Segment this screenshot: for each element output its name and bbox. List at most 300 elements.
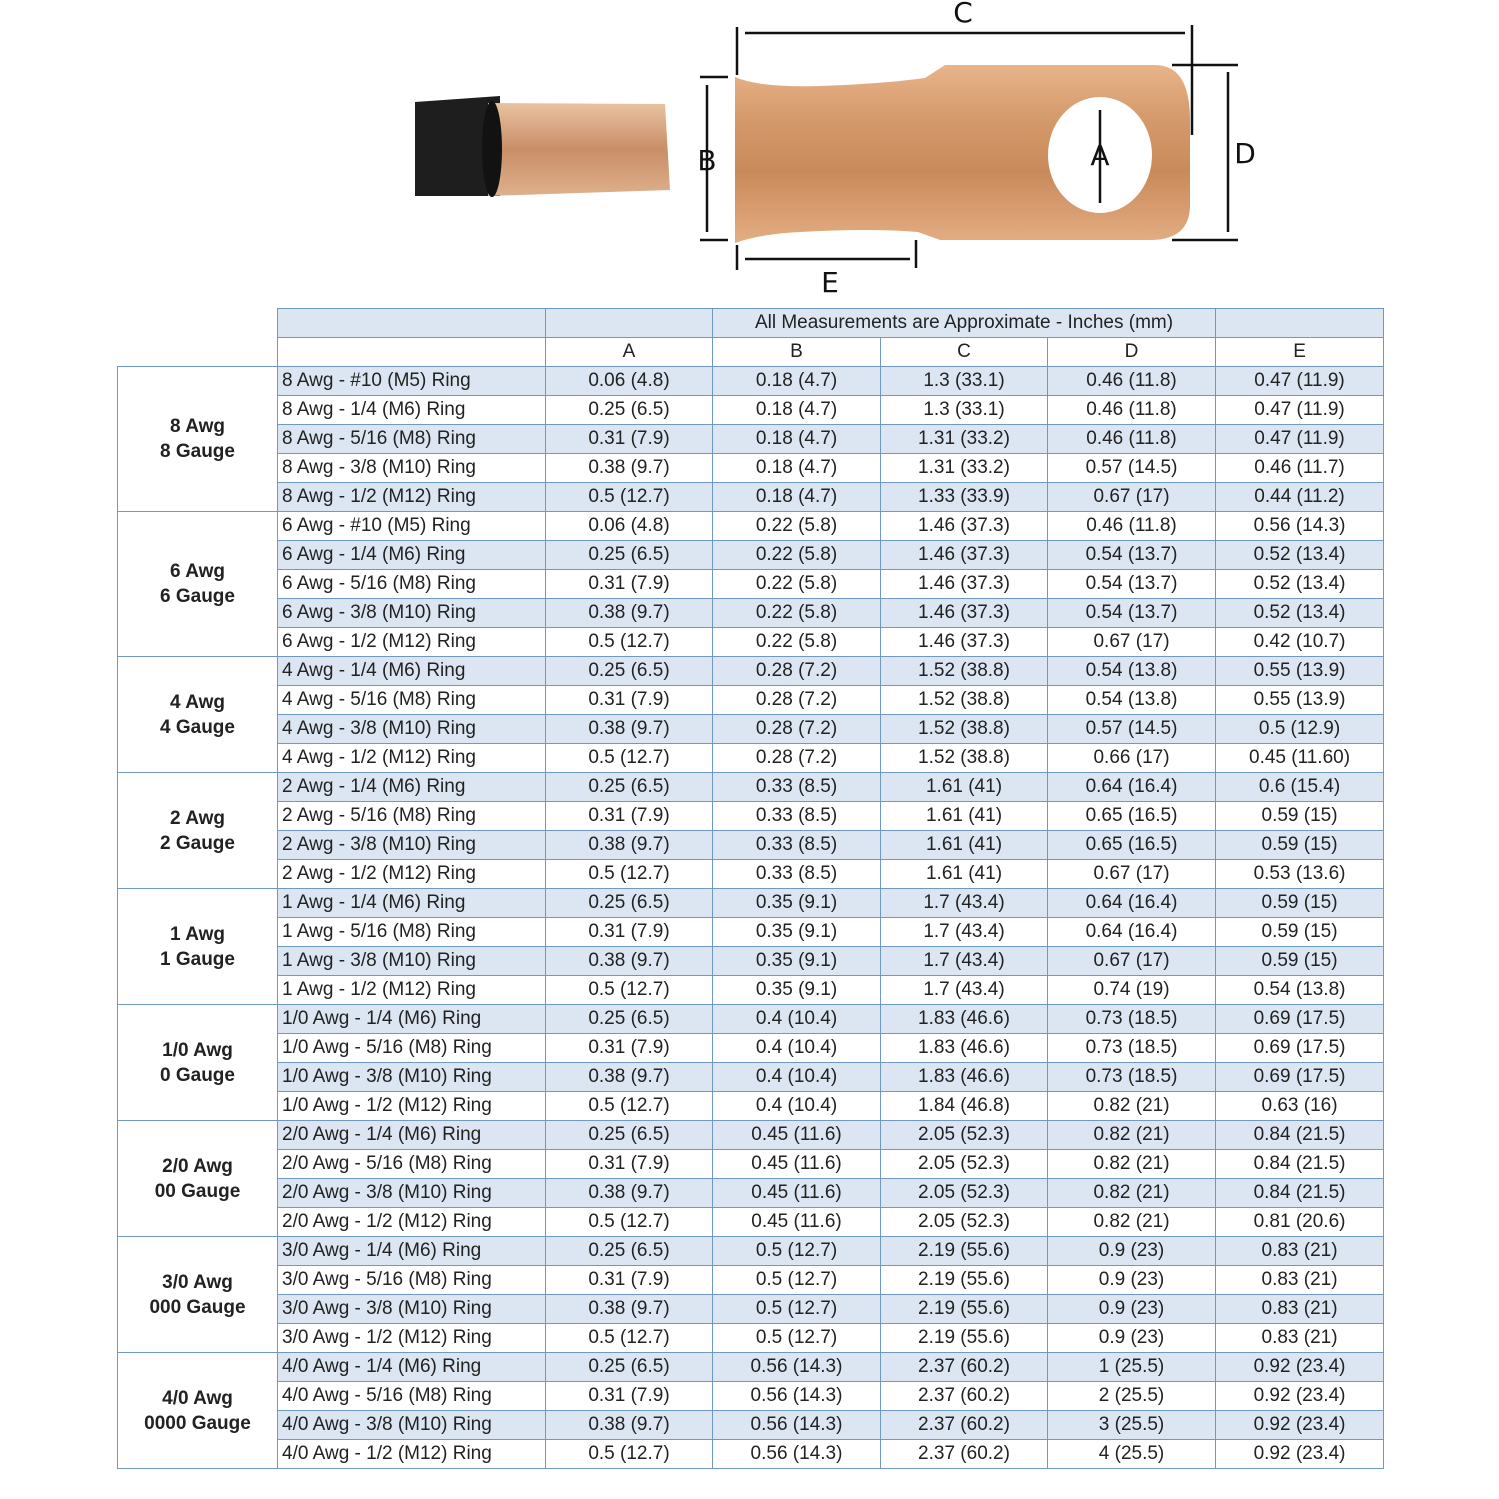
lug-size-cell: 1 Awg - 3/8 (M10) Ring	[278, 947, 546, 976]
column-header-d: D	[1048, 338, 1216, 367]
dimension-c-cell: 1.52 (38.8)	[881, 744, 1048, 773]
table-row	[118, 367, 1384, 396]
dimension-d-cell: 0.46 (11.8)	[1048, 367, 1216, 396]
lug-size-cell: 3/0 Awg - 5/16 (M8) Ring	[278, 1266, 546, 1295]
dimension-a-cell: 0.06 (4.8)	[546, 512, 713, 541]
gauge-group-label	[118, 1237, 278, 1353]
dimension-e-cell: 0.52 (13.4)	[1216, 570, 1384, 599]
dimension-d-cell: 0.73 (18.5)	[1048, 1063, 1216, 1092]
lug-size-cell: 6 Awg - 1/4 (M6) Ring	[278, 541, 546, 570]
table-row	[118, 1092, 1384, 1121]
dimension-b-cell: 0.4 (10.4)	[713, 1092, 881, 1121]
dimension-c-cell: 2.37 (60.2)	[881, 1411, 1048, 1440]
dimension-c-cell: 1.7 (43.4)	[881, 947, 1048, 976]
dimension-d-cell: 0.64 (16.4)	[1048, 773, 1216, 802]
dimension-c-cell: 2.05 (52.3)	[881, 1150, 1048, 1179]
dimension-d-cell: 0.64 (16.4)	[1048, 918, 1216, 947]
gauge-label: 6 Gauge	[160, 586, 235, 607]
dimension-a-cell: 0.31 (7.9)	[546, 1034, 713, 1063]
lug-size-cell: 4 Awg - 1/4 (M6) Ring	[278, 657, 546, 686]
dimension-d-cell: 0.54 (13.7)	[1048, 599, 1216, 628]
dimension-c-cell: 1.46 (37.3)	[881, 570, 1048, 599]
dimension-e-cell: 0.92 (23.4)	[1216, 1411, 1384, 1440]
dimension-a-cell: 0.31 (7.9)	[546, 1266, 713, 1295]
dimension-a-cell: 0.31 (7.9)	[546, 686, 713, 715]
table-row	[118, 1005, 1384, 1034]
dimension-b-cell: 0.45 (11.6)	[713, 1208, 881, 1237]
table-row	[118, 628, 1384, 657]
dimension-b-cell: 0.33 (8.5)	[713, 860, 881, 889]
dimension-c-cell: 1.83 (46.6)	[881, 1063, 1048, 1092]
dimension-a-cell: 0.25 (6.5)	[546, 1353, 713, 1382]
lug-size-cell: 4/0 Awg - 3/8 (M10) Ring	[278, 1411, 546, 1440]
dimension-b-cell: 0.35 (9.1)	[713, 889, 881, 918]
dimension-e-cell: 0.52 (13.4)	[1216, 599, 1384, 628]
dimension-c-cell: 1.46 (37.3)	[881, 541, 1048, 570]
table-row	[118, 744, 1384, 773]
dimension-b-cell: 0.28 (7.2)	[713, 657, 881, 686]
dimension-a-cell: 0.5 (12.7)	[546, 628, 713, 657]
dimension-e-cell: 0.83 (21)	[1216, 1237, 1384, 1266]
dimension-b-cell: 0.28 (7.2)	[713, 744, 881, 773]
label-b: B	[697, 144, 717, 177]
dimension-d-cell: 0.82 (21)	[1048, 1208, 1216, 1237]
dimension-e-cell: 0.69 (17.5)	[1216, 1034, 1384, 1063]
table-row	[118, 1295, 1384, 1324]
dimension-d-cell: 0.66 (17)	[1048, 744, 1216, 773]
dimension-c-cell: 1.61 (41)	[881, 860, 1048, 889]
dimension-b-cell: 0.4 (10.4)	[713, 1034, 881, 1063]
dimension-e-cell: 0.45 (11.60)	[1216, 744, 1384, 773]
column-header-b: B	[713, 338, 881, 367]
dimension-c-cell: 1.33 (33.9)	[881, 483, 1048, 512]
lug-size-cell: 2 Awg - 1/2 (M12) Ring	[278, 860, 546, 889]
dimension-a-cell: 0.25 (6.5)	[546, 396, 713, 425]
lug-size-cell: 2 Awg - 1/4 (M6) Ring	[278, 773, 546, 802]
dimension-d-cell: 0.65 (16.5)	[1048, 831, 1216, 860]
lug-size-cell: 4/0 Awg - 1/4 (M6) Ring	[278, 1353, 546, 1382]
dimension-e-cell: 0.42 (10.7)	[1216, 628, 1384, 657]
dimension-d-cell: 0.46 (11.8)	[1048, 396, 1216, 425]
gauge-group-label	[118, 512, 278, 657]
lug-dimensions-table	[117, 308, 1384, 1469]
dimension-c-cell: 1.61 (41)	[881, 802, 1048, 831]
table-row	[118, 1179, 1384, 1208]
table-row	[118, 454, 1384, 483]
gauge-label: 4 Gauge	[160, 716, 235, 738]
dimension-c-cell: 2.37 (60.2)	[881, 1382, 1048, 1411]
label-e: E	[821, 266, 839, 299]
dimension-d-cell: 0.46 (11.8)	[1048, 425, 1216, 454]
dimension-c-cell: 1.7 (43.4)	[881, 976, 1048, 1005]
dimension-b-cell: 0.33 (8.5)	[713, 802, 881, 831]
dimension-e-cell: 0.59 (15)	[1216, 947, 1384, 976]
table-row	[118, 541, 1384, 570]
gauge-group-label	[118, 773, 278, 889]
dimension-c-cell: 2.37 (60.2)	[881, 1353, 1048, 1382]
lug-size-cell: 6 Awg - #10 (M5) Ring	[278, 512, 546, 541]
dimension-a-cell: 0.38 (9.7)	[546, 1411, 713, 1440]
dimension-d-cell: 0.82 (21)	[1048, 1092, 1216, 1121]
dimension-a-cell: 0.38 (9.7)	[546, 599, 713, 628]
awg-label: 8 Awg	[170, 416, 225, 437]
dimension-c-cell: 1.46 (37.3)	[881, 628, 1048, 657]
lug-size-cell: 4 Awg - 1/2 (M12) Ring	[278, 744, 546, 773]
table-row	[118, 1324, 1384, 1353]
dimension-a-cell: 0.5 (12.7)	[546, 744, 713, 773]
cable-lug-diagram	[0, 0, 1499, 300]
dimension-b-cell: 0.18 (4.7)	[713, 396, 881, 425]
table-row	[118, 1353, 1384, 1382]
dimension-c-cell: 1.31 (33.2)	[881, 425, 1048, 454]
dimension-b-cell: 0.45 (11.6)	[713, 1179, 881, 1208]
dimension-e-cell: 0.46 (11.7)	[1216, 454, 1384, 483]
table-row	[118, 599, 1384, 628]
dimension-d-cell: 0.67 (17)	[1048, 483, 1216, 512]
dimension-e-cell: 0.44 (11.2)	[1216, 483, 1384, 512]
dimension-b-cell: 0.22 (5.8)	[713, 570, 881, 599]
table-row	[118, 976, 1384, 1005]
dimension-e-cell: 0.5 (12.9)	[1216, 715, 1384, 744]
dimension-c-cell: 1.7 (43.4)	[881, 918, 1048, 947]
dimension-d-cell: 0.54 (13.7)	[1048, 541, 1216, 570]
dimension-b-cell: 0.33 (8.5)	[713, 773, 881, 802]
gauge-label: 2 Gauge	[160, 832, 235, 854]
lug-size-cell: 3/0 Awg - 1/4 (M6) Ring	[278, 1237, 546, 1266]
table-row	[118, 396, 1384, 425]
table-row	[118, 831, 1384, 860]
dimension-b-cell: 0.33 (8.5)	[713, 831, 881, 860]
table-row	[118, 1121, 1384, 1150]
dimension-e-cell: 0.56 (14.3)	[1216, 512, 1384, 541]
dimension-e-cell: 0.83 (21)	[1216, 1266, 1384, 1295]
lug-size-cell: 8 Awg - 1/2 (M12) Ring	[278, 483, 546, 512]
table-row	[118, 1034, 1384, 1063]
dimension-d-cell: 0.74 (19)	[1048, 976, 1216, 1005]
awg-label: 4/0 Awg	[162, 1387, 233, 1409]
table-row	[118, 1382, 1384, 1411]
gauge-label: 00 Gauge	[154, 1180, 241, 1202]
dimension-d-cell: 0.9 (23)	[1048, 1324, 1216, 1353]
dimension-b-cell: 0.56 (14.3)	[713, 1353, 881, 1382]
dimension-a-cell: 0.5 (12.7)	[546, 1324, 713, 1353]
dimension-b-cell: 0.22 (5.8)	[713, 628, 881, 657]
dimension-b-cell: 0.56 (14.3)	[713, 1382, 881, 1411]
dimension-c-cell: 1.7 (43.4)	[881, 889, 1048, 918]
column-header-a: A	[546, 338, 713, 367]
dimension-c-cell: 2.05 (52.3)	[881, 1121, 1048, 1150]
awg-label: 2 Awg	[170, 807, 225, 829]
gauge-label: 0000 Gauge	[144, 1412, 251, 1434]
gauge-group-label	[118, 889, 278, 1005]
table-row	[118, 773, 1384, 802]
lug-size-cell: 1/0 Awg - 1/4 (M6) Ring	[278, 1005, 546, 1034]
dimension-d-cell: 0.82 (21)	[1048, 1179, 1216, 1208]
dimension-b-cell: 0.18 (4.7)	[713, 367, 881, 396]
table-row	[118, 860, 1384, 889]
dimension-b-cell: 0.45 (11.6)	[713, 1121, 881, 1150]
ring-lug	[735, 65, 1190, 243]
dimension-d-cell: 0.65 (16.5)	[1048, 802, 1216, 831]
dimension-d-cell: 0.9 (23)	[1048, 1237, 1216, 1266]
dimension-e-cell: 0.47 (11.9)	[1216, 425, 1384, 454]
dimension-a-cell: 0.31 (7.9)	[546, 570, 713, 599]
dimension-d-cell: 2 (25.5)	[1048, 1382, 1216, 1411]
dimension-c-cell: 2.19 (55.6)	[881, 1237, 1048, 1266]
dimension-b-cell: 0.18 (4.7)	[713, 454, 881, 483]
gauge-label: 8 Gauge	[160, 441, 235, 462]
dimension-a-cell: 0.25 (6.5)	[546, 1237, 713, 1266]
dimension-b-cell: 0.35 (9.1)	[713, 976, 881, 1005]
column-header-c: C	[881, 338, 1048, 367]
table-row	[118, 1411, 1384, 1440]
dimension-c-cell: 1.46 (37.3)	[881, 599, 1048, 628]
dimension-e-cell: 0.47 (11.9)	[1216, 367, 1384, 396]
dimension-c-cell: 1.52 (38.8)	[881, 657, 1048, 686]
dimension-a-cell: 0.38 (9.7)	[546, 454, 713, 483]
lug-size-cell: 2 Awg - 3/8 (M10) Ring	[278, 831, 546, 860]
dimension-e-cell: 0.54 (13.8)	[1216, 976, 1384, 1005]
dimension-c-cell: 1.83 (46.6)	[881, 1034, 1048, 1063]
dimension-c-cell: 2.05 (52.3)	[881, 1208, 1048, 1237]
dimension-d-cell: 0.57 (14.5)	[1048, 715, 1216, 744]
dimension-b-cell: 0.35 (9.1)	[713, 947, 881, 976]
dimension-c-cell: 1.61 (41)	[881, 773, 1048, 802]
dimension-c-cell: 1.3 (33.1)	[881, 396, 1048, 425]
dimension-c-cell: 1.83 (46.6)	[881, 1005, 1048, 1034]
dimension-b-cell: 0.22 (5.8)	[713, 541, 881, 570]
lug-size-cell: 8 Awg - #10 (M5) Ring	[278, 367, 546, 396]
dimension-d-cell: 0.67 (17)	[1048, 628, 1216, 657]
dimension-b-cell: 0.5 (12.7)	[713, 1295, 881, 1324]
dimension-d-cell: 0.54 (13.8)	[1048, 657, 1216, 686]
table-row	[118, 512, 1384, 541]
lug-size-cell: 4/0 Awg - 1/2 (M12) Ring	[278, 1440, 546, 1469]
dimension-d-cell: 0.9 (23)	[1048, 1295, 1216, 1324]
label-a: A	[1090, 139, 1110, 172]
dimension-a-cell: 0.38 (9.7)	[546, 1295, 713, 1324]
dimension-e-cell: 0.52 (13.4)	[1216, 541, 1384, 570]
lug-size-cell: 1 Awg - 5/16 (M8) Ring	[278, 918, 546, 947]
lug-size-cell: 1/0 Awg - 3/8 (M10) Ring	[278, 1063, 546, 1092]
lug-size-cell: 4 Awg - 5/16 (M8) Ring	[278, 686, 546, 715]
dimension-e-cell: 0.55 (13.9)	[1216, 657, 1384, 686]
dimension-d-cell: 4 (25.5)	[1048, 1440, 1216, 1469]
awg-label: 6 Awg	[170, 561, 225, 582]
lug-size-cell: 6 Awg - 1/2 (M12) Ring	[278, 628, 546, 657]
dimension-e-cell: 0.6 (15.4)	[1216, 773, 1384, 802]
lug-size-cell: 8 Awg - 5/16 (M8) Ring	[278, 425, 546, 454]
dimension-d-cell: 3 (25.5)	[1048, 1411, 1216, 1440]
table-row	[118, 570, 1384, 599]
dimension-b-cell: 0.28 (7.2)	[713, 686, 881, 715]
dimension-c-cell: 2.37 (60.2)	[881, 1440, 1048, 1469]
dimension-b-cell: 0.35 (9.1)	[713, 918, 881, 947]
dimension-d-cell: 0.73 (18.5)	[1048, 1005, 1216, 1034]
lug-size-cell: 1/0 Awg - 1/2 (M12) Ring	[278, 1092, 546, 1121]
lug-size-cell: 8 Awg - 3/8 (M10) Ring	[278, 454, 546, 483]
gauge-group-label	[118, 657, 278, 773]
label-d: D	[1234, 137, 1256, 170]
lug-size-cell: 8 Awg - 1/4 (M6) Ring	[278, 396, 546, 425]
dimension-d-cell: 1 (25.5)	[1048, 1353, 1216, 1382]
lug-size-cell: 1/0 Awg - 5/16 (M8) Ring	[278, 1034, 546, 1063]
dimension-a-cell: 0.5 (12.7)	[546, 1092, 713, 1121]
cable	[415, 96, 670, 197]
dimension-d-cell: 0.82 (21)	[1048, 1121, 1216, 1150]
dimension-a-cell: 0.5 (12.7)	[546, 976, 713, 1005]
awg-label: 3/0 Awg	[162, 1271, 233, 1293]
dimension-e-cell: 0.69 (17.5)	[1216, 1005, 1384, 1034]
dimension-d-cell: 0.54 (13.8)	[1048, 686, 1216, 715]
dimension-b-cell: 0.18 (4.7)	[713, 425, 881, 454]
table-row	[118, 657, 1384, 686]
dimension-d-cell: 0.57 (14.5)	[1048, 454, 1216, 483]
dimension-e-cell: 0.59 (15)	[1216, 831, 1384, 860]
dimension-c-cell: 2.05 (52.3)	[881, 1179, 1048, 1208]
gauge-group-label	[118, 367, 278, 512]
lug-size-cell: 3/0 Awg - 1/2 (M12) Ring	[278, 1324, 546, 1353]
column-header-row	[118, 338, 1384, 367]
dimension-a-cell: 0.5 (12.7)	[546, 1208, 713, 1237]
lug-size-cell: 6 Awg - 3/8 (M10) Ring	[278, 599, 546, 628]
dimension-e-cell: 0.81 (20.6)	[1216, 1208, 1384, 1237]
lug-size-cell: 4 Awg - 3/8 (M10) Ring	[278, 715, 546, 744]
dimension-d-cell: 0.46 (11.8)	[1048, 512, 1216, 541]
lug-size-cell: 2 Awg - 5/16 (M8) Ring	[278, 802, 546, 831]
table-row	[118, 889, 1384, 918]
dimension-c-cell: 1.46 (37.3)	[881, 512, 1048, 541]
dimension-e-cell: 0.83 (21)	[1216, 1324, 1384, 1353]
dimension-c-cell: 1.84 (46.8)	[881, 1092, 1048, 1121]
dimension-d-cell: 0.9 (23)	[1048, 1266, 1216, 1295]
dimension-c-cell: 2.19 (55.6)	[881, 1295, 1048, 1324]
measurement-note: All Measurements are Approximate - Inches (mm)	[713, 309, 1216, 338]
dimension-a-cell: 0.25 (6.5)	[546, 773, 713, 802]
dimension-e-cell: 0.59 (15)	[1216, 802, 1384, 831]
dimension-b-cell: 0.56 (14.3)	[713, 1411, 881, 1440]
dimension-d-cell: 0.82 (21)	[1048, 1150, 1216, 1179]
dimension-e-cell: 0.59 (15)	[1216, 918, 1384, 947]
dimension-a-cell: 0.06 (4.8)	[546, 367, 713, 396]
dimension-e-cell: 0.84 (21.5)	[1216, 1121, 1384, 1150]
awg-label: 1/0 Awg	[162, 1039, 233, 1061]
awg-label: 4 Awg	[170, 691, 225, 713]
dimension-c-cell: 2.19 (55.6)	[881, 1266, 1048, 1295]
dimension-c-cell: 1.52 (38.8)	[881, 686, 1048, 715]
lug-size-cell: 3/0 Awg - 3/8 (M10) Ring	[278, 1295, 546, 1324]
table-row	[118, 1208, 1384, 1237]
table-row	[118, 1440, 1384, 1469]
lug-size-cell: 2/0 Awg - 1/4 (M6) Ring	[278, 1121, 546, 1150]
dimension-e-cell: 0.83 (21)	[1216, 1295, 1384, 1324]
dimension-a-cell: 0.25 (6.5)	[546, 1005, 713, 1034]
lug-size-cell: 1 Awg - 1/2 (M12) Ring	[278, 976, 546, 1005]
awg-label: 2/0 Awg	[162, 1155, 233, 1177]
table-row	[118, 947, 1384, 976]
dimension-e-cell: 0.63 (16)	[1216, 1092, 1384, 1121]
dimension-b-cell: 0.45 (11.6)	[713, 1150, 881, 1179]
dimension-e-cell: 0.92 (23.4)	[1216, 1382, 1384, 1411]
table-row	[118, 802, 1384, 831]
header-note-row	[118, 309, 1384, 338]
dimension-c-cell: 2.19 (55.6)	[881, 1324, 1048, 1353]
dimension-a-cell: 0.31 (7.9)	[546, 918, 713, 947]
dimension-b-cell: 0.4 (10.4)	[713, 1063, 881, 1092]
table-row	[118, 1266, 1384, 1295]
dimension-b-cell: 0.4 (10.4)	[713, 1005, 881, 1034]
lug-size-cell: 1 Awg - 1/4 (M6) Ring	[278, 889, 546, 918]
dimension-c-cell: 1.3 (33.1)	[881, 367, 1048, 396]
table-row	[118, 918, 1384, 947]
dimension-a-cell: 0.25 (6.5)	[546, 889, 713, 918]
dimension-e-cell: 0.59 (15)	[1216, 889, 1384, 918]
dimension-a-cell: 0.38 (9.7)	[546, 1063, 713, 1092]
dimension-b-cell: 0.22 (5.8)	[713, 512, 881, 541]
dimension-a-cell: 0.31 (7.9)	[546, 1382, 713, 1411]
label-c: C	[953, 0, 973, 29]
dimension-a-cell: 0.38 (9.7)	[546, 947, 713, 976]
dimension-a-cell: 0.5 (12.7)	[546, 1440, 713, 1469]
dimension-c-cell: 1.61 (41)	[881, 831, 1048, 860]
table-row	[118, 425, 1384, 454]
table-row	[118, 715, 1384, 744]
dimension-b-cell: 0.56 (14.3)	[713, 1440, 881, 1469]
lug-size-cell: 6 Awg - 5/16 (M8) Ring	[278, 570, 546, 599]
dimension-b-cell: 0.5 (12.7)	[713, 1324, 881, 1353]
dimension-a-cell: 0.31 (7.9)	[546, 1150, 713, 1179]
dimension-a-cell: 0.25 (6.5)	[546, 657, 713, 686]
dimension-a-cell: 0.25 (6.5)	[546, 541, 713, 570]
dimension-d-cell: 0.54 (13.7)	[1048, 570, 1216, 599]
dimension-c-cell: 1.31 (33.2)	[881, 454, 1048, 483]
gauge-group-label	[118, 1005, 278, 1121]
dimension-a-cell: 0.5 (12.7)	[546, 860, 713, 889]
gauge-group-label	[118, 1353, 278, 1469]
dimension-b-cell: 0.22 (5.8)	[713, 599, 881, 628]
table-row	[118, 1150, 1384, 1179]
dimension-e-cell: 0.84 (21.5)	[1216, 1150, 1384, 1179]
dimension-e-cell: 0.92 (23.4)	[1216, 1353, 1384, 1382]
dimension-e-cell: 0.92 (23.4)	[1216, 1440, 1384, 1469]
table-row	[118, 483, 1384, 512]
dimension-b-cell: 0.5 (12.7)	[713, 1237, 881, 1266]
lug-size-cell: 2/0 Awg - 3/8 (M10) Ring	[278, 1179, 546, 1208]
dimension-e-cell: 0.53 (13.6)	[1216, 860, 1384, 889]
lug-size-cell: 4/0 Awg - 5/16 (M8) Ring	[278, 1382, 546, 1411]
dimension-a-cell: 0.5 (12.7)	[546, 483, 713, 512]
dimension-a-cell: 0.31 (7.9)	[546, 802, 713, 831]
dimension-d-cell: 0.67 (17)	[1048, 860, 1216, 889]
table-row	[118, 686, 1384, 715]
lug-size-cell: 2/0 Awg - 1/2 (M12) Ring	[278, 1208, 546, 1237]
dimension-a-cell: 0.31 (7.9)	[546, 425, 713, 454]
dimension-e-cell: 0.55 (13.9)	[1216, 686, 1384, 715]
gauge-label: 1 Gauge	[160, 948, 235, 970]
dimension-b-cell: 0.28 (7.2)	[713, 715, 881, 744]
lug-size-cell: 2/0 Awg - 5/16 (M8) Ring	[278, 1150, 546, 1179]
dimension-a-cell: 0.38 (9.7)	[546, 831, 713, 860]
dimension-e-cell: 0.69 (17.5)	[1216, 1063, 1384, 1092]
awg-label: 1 Awg	[170, 923, 225, 945]
table-row	[118, 1237, 1384, 1266]
dimension-a-cell: 0.38 (9.7)	[546, 1179, 713, 1208]
dimension-a-cell: 0.25 (6.5)	[546, 1121, 713, 1150]
column-header-e: E	[1216, 338, 1384, 367]
dimension-d-cell: 0.67 (17)	[1048, 947, 1216, 976]
dimension-a-cell: 0.38 (9.7)	[546, 715, 713, 744]
dimension-c-cell: 1.52 (38.8)	[881, 715, 1048, 744]
